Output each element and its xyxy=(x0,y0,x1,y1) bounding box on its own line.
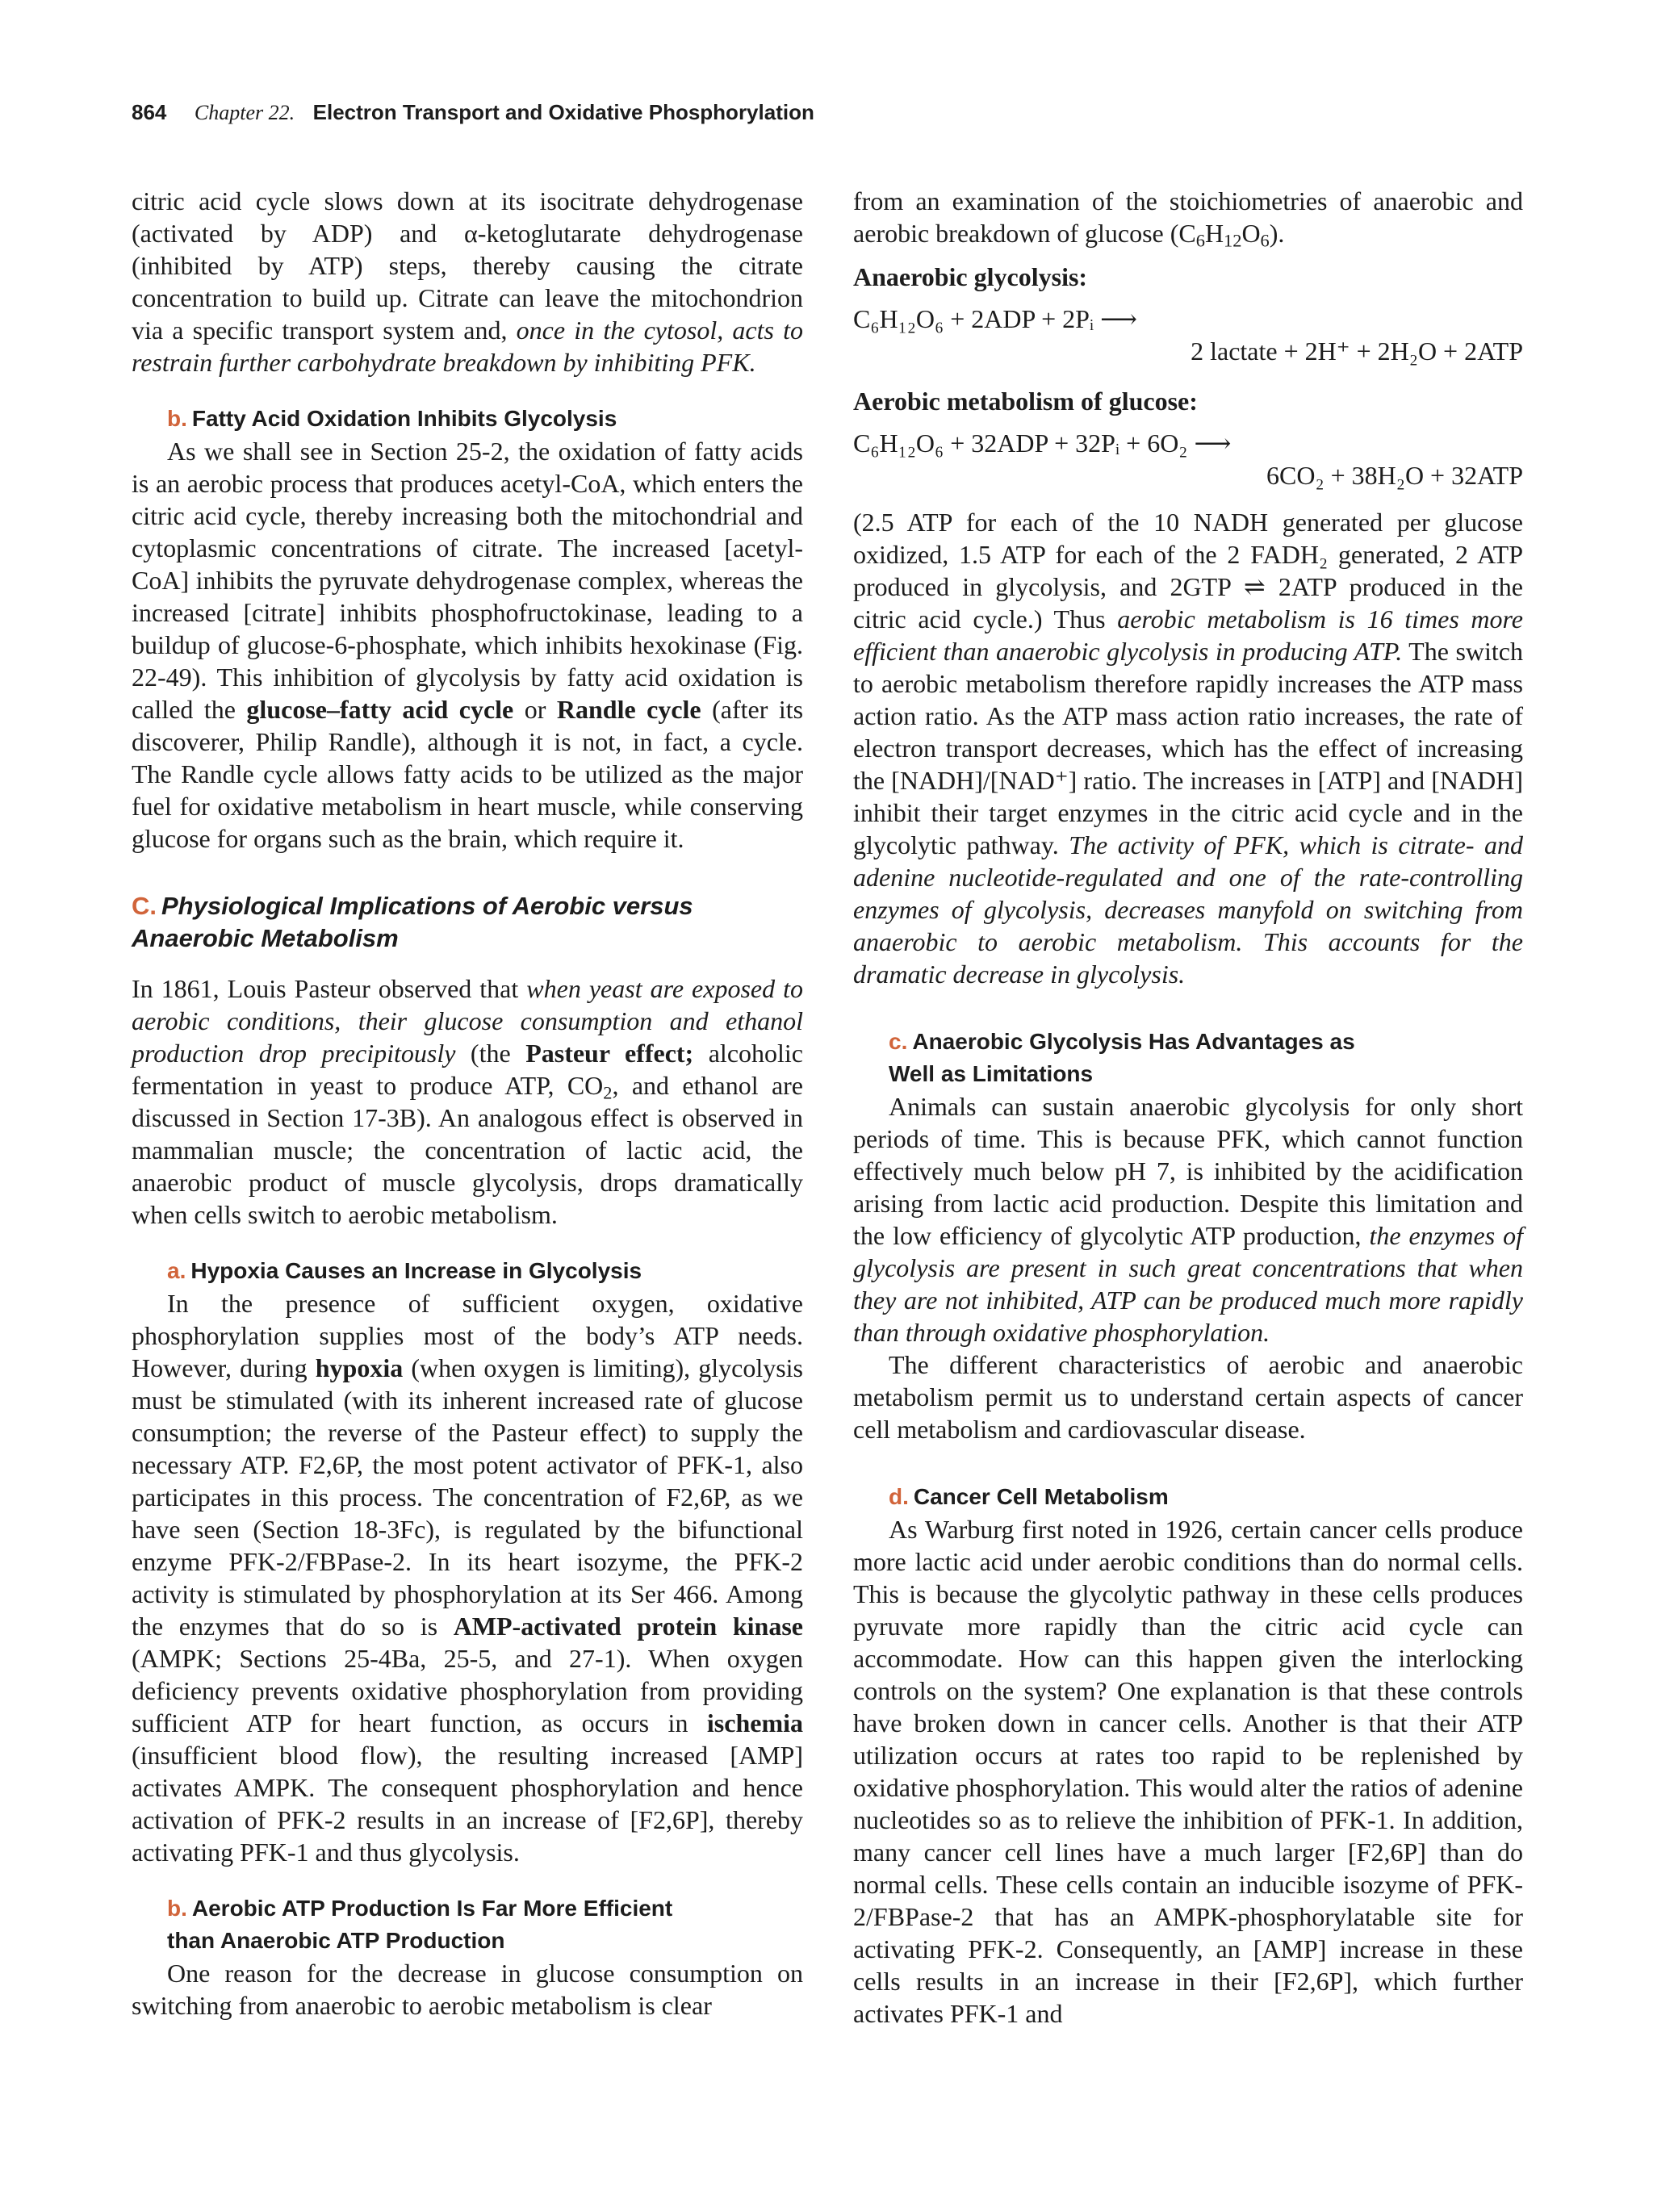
equation: C₆H₁₂O₆ + 2ADP + 2Pᵢ ⟶ 2 lactate + 2H⁺ + 2H₂O + 2ATP xyxy=(853,304,1523,366)
right-column xyxy=(853,185,1523,2030)
equation-label: Aerobic metabolism of glucose: xyxy=(853,387,1198,416)
subsection-heading: b. Fatty Acid Oxidation Inhibits Glycolysis xyxy=(167,406,617,431)
paragraph: from an examination of the stoichiometries of anaerobic and aerobic breakdown of glucose $(C_6H_{12}O_6)$. xyxy=(853,186,1523,251)
paragraph: One reason for the decrease in glucose consumption on switching from anaerobic to aerobic metabolism is clear xyxy=(132,1959,803,2020)
paragraph: The different characteristics of aerobic and anaerobic metabolism permit us to understand certain aspects of cancer cell metabolism and cardiovascular disease. xyxy=(853,1350,1523,1444)
chapter-title: Electron Transport and Oxidative Phosphorylation xyxy=(312,100,814,124)
subsection-heading: d. Cancer Cell Metabolism xyxy=(889,1484,1169,1509)
subsection-heading: b. Aerobic ATP Production Is Far More Efficient than Anaerobic ATP Production xyxy=(167,1896,673,1953)
paragraph: citric acid cycle slows down at its isocitrate dehydrogenase (activated by ADP) and α-ketoglutarate dehydrogenase (inhibited by ATP) steps, thereby causing the citrate concentration to build up. Citrate can leave the mitochondrion via a specific transport system and, once in the cytosol, acts to restrain further carbohydrate breakdown by inhibiting PFK. xyxy=(132,186,803,377)
paragraph: As Warburg first noted in 1926, certain cancer cells produce more lactic acid under aerobic conditions than do normal cells. This is because the glycolytic pathway in these cells produces pyruvate more rapidly than the citric acid cycle can accommodate. How can this happen given the interlocking controls on the system? One explanation is that these controls have broken down in cancer cells. Another is that their ATP utilization occurs at rates too rapid to be replenished by oxidative phosphorylation. This would alter the ratios of adenine nucleotides so as to relieve the inhibition of PFK-1. In addition, many cancer cell lines have a much larger [F2,6P] than do normal cells. These cells contain an inducible isozyme of PFK-2/FBPase-2 that has an AMPK-phosphorylatable site for activating PFK-2. Consequently, an [AMP] increase in these cells results in an increase in their [F2,6P], which further activates PFK-1 and xyxy=(853,1515,1523,2028)
paragraph: Animals can sustain anaerobic glycolysis for only short periods of time. This is because PFK, which cannot function effectively much below pH 7, is inhibited by the acidification arising from lactic acid production. Despite this limitation and the low efficiency of glycolytic ATP production, the enzymes of glycolysis are present in such great concentrations that when they are not inhibited, ATP can be produced much more rapidly than through oxidative phosphorylation. xyxy=(853,1092,1524,1347)
page-number: 864 xyxy=(132,100,167,124)
equation: C₆H₁₂O₆ + 32ADP + 32Pᵢ + 6O₂ ⟶ 6CO₂ + 38H₂O + 32ATP xyxy=(853,429,1523,490)
chapter-label: Chapter 22. xyxy=(194,101,295,124)
section-heading: C. Physiological Implications of Aerobic versus Anaerobic Metabolism xyxy=(132,892,693,952)
page-header xyxy=(132,100,814,125)
subsection-heading: a. Hypoxia Causes an Increase in Glycolysis xyxy=(167,1258,642,1283)
subsection-heading: c. Anaerobic Glycolysis Has Advantages as Well as Limitations xyxy=(889,1029,1355,1086)
paragraph: (2.5 ATP for each of the 10 NADH generated per glucose oxidized, 1.5 ATP for each of the 2 FADH₂ generated, 2 ATP produced in glycolysis, and 2GTP ⇌ 2ATP produced in the citric acid cycle.) Thus aerobic metabolism is 16 times more efficient than anaerobic glycolysis in producing ATP. The switch to aerobic metabolism therefore rapidly increases the ATP mass action ratio. As the ATP mass action ratio increases, the rate of electron transport decreases, which has the effect of increasing the [NADH]/[NAD⁺] ratio. The increases in [ATP] and [NADH] inhibit their target enzymes in the citric acid cycle and in the glycolytic pathway. The activity of PFK, which is citrate- and adenine nucleotide-regulated and one of the rate-controlling enzymes of glycolysis, decreases manyfold on switching from anaerobic to aerobic metabolism. This accounts for the dramatic decrease in glycolysis. xyxy=(853,508,1524,989)
paragraph: In 1861, Louis Pasteur observed that when yeast are exposed to aerobic conditions, their glucose consumption and ethanol production drop precipitously (the Pasteur effect; alcoholic fermentation in yeast to produce ATP, $CO_2$, and ethanol are discussed in Section 17-3B). An analogous effect is observed in mammalian muscle; the concentration of lactic acid, the anaerobic product of muscle glycolysis, drops dramatically when cells switch to aerobic metabolism. xyxy=(132,974,804,1229)
paragraph: As we shall see in Section 25-2, the oxidation of fatty acids is an aerobic process that produces acetyl-CoA, which enters the citric acid cycle, thereby increasing both the mitochondrial and cytoplasmic concentrations of citrate. The increased [acetyl-CoA] inhibits the pyruvate dehydrogenase complex, whereas the increased [citrate] inhibits phosphofructokinase, leading to a buildup of glucose-6-phosphate, which inhibits hexokinase (Fig. 22-49). This inhibition of glycolysis by fatty acid oxidation is called the glucose–fatty acid cycle or Randle cycle (after its discoverer, Philip Randle), although it is not, in fact, a cycle. The Randle cycle allows fatty acids to be utilized as the major fuel for oxidative metabolism in heart muscle, while conserving glucose for organs such as the brain, which require it. xyxy=(132,437,804,853)
left-column xyxy=(132,185,803,2022)
paragraph: In the presence of sufficient oxygen, oxidative phosphorylation supplies most of the body’s ATP needs. However, during hypoxia (when oxygen is limiting), glycolysis must be stimulated (with its inherent increased rate of glucose consumption; the reverse of the Pasteur effect) to supply the necessary ATP. F2,6P, the most potent activator of PFK-1, also participates in this process. The concentration of F2,6P, as we have seen (Section 18-3Fc), is regulated by the bifunctional enzyme PFK-2/FBPase-2. In its heart isozyme, the PFK-2 activity is stimulated by phosphorylation at its Ser 466. Among the enzymes that do so is AMP-activated protein kinase (AMPK; Sections 25-4Ba, 25-5, and 27-1). When oxygen deficiency prevents oxidative phosphorylation from providing sufficient ATP for heart function, as occurs in ischemia (insufficient blood flow), the resulting increased [AMP] activates AMPK. The consequent phosphorylation and hence activation of PFK-2 results in an increase of [F2,6P], thereby activating PFK-1 and thus glycolysis. xyxy=(132,1289,804,1867)
equation-label: Anaerobic glycolysis: xyxy=(853,262,1088,291)
